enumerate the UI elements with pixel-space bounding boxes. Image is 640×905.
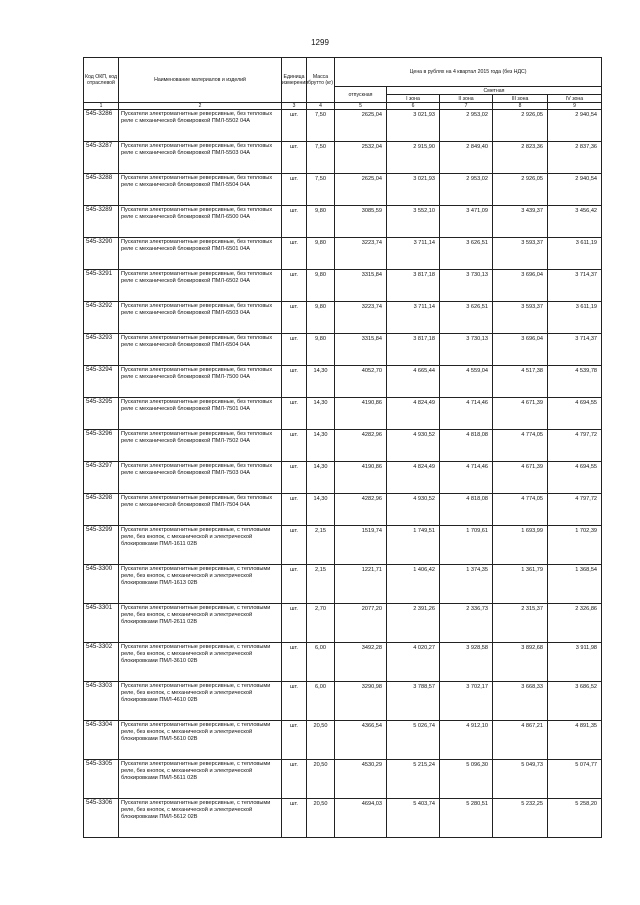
zone2-price: 3 730,13: [440, 270, 493, 302]
item-code: 545-3286: [84, 110, 119, 142]
release-price: 2625,04: [335, 110, 387, 142]
zone3-price: 2 926,05: [493, 174, 548, 206]
item-name: Пускатели электромагнитные реверсивные, без тепловых реле с механической блокировкой ПМЛ-5504 04А: [119, 174, 282, 206]
zone4-price: 4 797,72: [548, 494, 602, 526]
col-mass-header: Масса брутто (кг): [307, 58, 335, 103]
table-row: [84, 334, 602, 366]
release-price: 3290,98: [335, 682, 387, 721]
zone1-price: 4 020,27: [387, 643, 440, 682]
item-code: 545-3294: [84, 366, 119, 398]
zone3-price: 5 049,73: [493, 760, 548, 799]
release-price: 4282,96: [335, 430, 387, 462]
item-name: Пускатели электромагнитные реверсивные, с тепловыми реле, без кнопок, с механической и электрической блокировками ПМЛ-5612 02В: [119, 799, 282, 838]
zone1-price: 4 824,49: [387, 398, 440, 430]
item-mass: 20,50: [307, 799, 335, 838]
table-row: [84, 494, 602, 526]
zone3-price: 4 671,39: [493, 398, 548, 430]
table-row: [84, 366, 602, 398]
release-price: 2077,20: [335, 604, 387, 643]
zone1-price: 4 665,44: [387, 366, 440, 398]
zone2-price: 2 953,02: [440, 110, 493, 142]
item-unit: шт.: [282, 721, 307, 760]
item-code: 545-3302: [84, 643, 119, 682]
zone3-price: 4 867,21: [493, 721, 548, 760]
column-number: 7: [440, 103, 493, 110]
item-name: Пускатели электромагнитные реверсивные, с тепловыми реле, без кнопок, с механической и электрической блокировками ПМЛ-5611 02В: [119, 760, 282, 799]
release-price: 4530,29: [335, 760, 387, 799]
zone1-price: 3 711,14: [387, 302, 440, 334]
item-name: Пускатели электромагнитные реверсивные, без тепловых реле с механической блокировкой ПМЛ-6504 04А: [119, 334, 282, 366]
item-unit: шт.: [282, 334, 307, 366]
zone4-price: 3 456,42: [548, 206, 602, 238]
zone1-price: 2 391,26: [387, 604, 440, 643]
release-price: 4282,96: [335, 494, 387, 526]
zone4-price: 2 326,86: [548, 604, 602, 643]
zone1-price: 3 817,18: [387, 270, 440, 302]
zone3-price: 2 315,37: [493, 604, 548, 643]
zone4-price: 3 911,98: [548, 643, 602, 682]
col-name-header: Наименование материалов и изделий: [119, 58, 282, 103]
zone-header: I зона: [387, 95, 440, 103]
item-mass: 14,30: [307, 462, 335, 494]
item-mass: 9,80: [307, 270, 335, 302]
zone3-price: 3 696,04: [493, 334, 548, 366]
column-number: 5: [335, 103, 387, 110]
zone3-price: 5 232,25: [493, 799, 548, 838]
table-row: [84, 206, 602, 238]
item-unit: шт.: [282, 366, 307, 398]
zone4-price: 4 891,35: [548, 721, 602, 760]
table-body: [84, 110, 602, 838]
zone2-price: 3 702,17: [440, 682, 493, 721]
table-row: [84, 760, 602, 799]
zone1-price: 3 021,93: [387, 110, 440, 142]
item-name: Пускатели электромагнитные реверсивные, без тепловых реле с механической блокировкой ПМЛ-5503 04А: [119, 142, 282, 174]
zone3-price: 4 671,39: [493, 462, 548, 494]
column-number: 2: [119, 103, 282, 110]
item-name: Пускатели электромагнитные реверсивные, без тепловых реле с механической блокировкой ПМЛ-7502 04А: [119, 430, 282, 462]
release-price: 4190,86: [335, 462, 387, 494]
item-name: Пускатели электромагнитные реверсивные, без тепловых реле с механической блокировкой ПМЛ-7503 04А: [119, 462, 282, 494]
column-number: 1: [84, 103, 119, 110]
item-mass: 14,30: [307, 366, 335, 398]
zone2-price: 2 849,40: [440, 142, 493, 174]
zone3-price: 3 668,33: [493, 682, 548, 721]
item-mass: 7,50: [307, 142, 335, 174]
release-price: 4052,70: [335, 366, 387, 398]
zone4-price: 3 686,52: [548, 682, 602, 721]
zone1-price: 5 026,74: [387, 721, 440, 760]
item-code: 545-3301: [84, 604, 119, 643]
zone4-price: 4 797,72: [548, 430, 602, 462]
table-row: [84, 110, 602, 142]
item-name: Пускатели электромагнитные реверсивные, с тепловыми реле, без кнопок, с механической и электрической блокировками ПМЛ-3610 02В: [119, 643, 282, 682]
item-name: Пускатели электромагнитные реверсивные, без тепловых реле с механической блокировкой ПМЛ-7504 04А: [119, 494, 282, 526]
release-price: 3492,28: [335, 643, 387, 682]
zone2-price: 5 280,51: [440, 799, 493, 838]
zone4-price: 2 837,36: [548, 142, 602, 174]
item-unit: шт.: [282, 643, 307, 682]
item-code: 545-3293: [84, 334, 119, 366]
table-row: [84, 682, 602, 721]
col-code-header: Код ОКП, код отраслевой: [84, 58, 119, 103]
zone2-price: 1 709,61: [440, 526, 493, 565]
item-name: Пускатели электромагнитные реверсивные, без тепловых реле с механической блокировкой ПМЛ-6501 04А: [119, 238, 282, 270]
zone2-price: 4 714,46: [440, 462, 493, 494]
zone3-price: 3 696,04: [493, 270, 548, 302]
release-price: 1221,71: [335, 565, 387, 604]
item-code: 545-3299: [84, 526, 119, 565]
item-unit: шт.: [282, 302, 307, 334]
table-row: [84, 799, 602, 838]
item-unit: шт.: [282, 760, 307, 799]
zone1-price: 1 749,51: [387, 526, 440, 565]
item-code: 545-3291: [84, 270, 119, 302]
zone3-price: 3 892,68: [493, 643, 548, 682]
zone1-price: 5 403,74: [387, 799, 440, 838]
table-row: [84, 565, 602, 604]
item-mass: 2,15: [307, 565, 335, 604]
table-row: [84, 721, 602, 760]
zone4-price: 4 694,55: [548, 398, 602, 430]
item-name: Пускатели электромагнитные реверсивные, с тепловыми реле, без кнопок, с механической и электрической блокировками ПМЛ-1613 02В: [119, 565, 282, 604]
item-unit: шт.: [282, 430, 307, 462]
item-unit: шт.: [282, 206, 307, 238]
zone3-price: 4 517,38: [493, 366, 548, 398]
item-mass: 2,15: [307, 526, 335, 565]
item-mass: 2,70: [307, 604, 335, 643]
zone4-price: 1 368,54: [548, 565, 602, 604]
item-mass: 14,30: [307, 398, 335, 430]
col-release-header: отпускная: [335, 87, 387, 103]
table-row: [84, 462, 602, 494]
item-unit: шт.: [282, 110, 307, 142]
zone1-price: 3 817,18: [387, 334, 440, 366]
item-code: 545-3287: [84, 142, 119, 174]
item-unit: шт.: [282, 799, 307, 838]
release-price: 4190,86: [335, 398, 387, 430]
item-mass: 7,50: [307, 110, 335, 142]
item-code: 545-3289: [84, 206, 119, 238]
zone4-price: 3 611,19: [548, 302, 602, 334]
item-mass: 7,50: [307, 174, 335, 206]
item-unit: шт.: [282, 565, 307, 604]
zone-header: II зона: [440, 95, 493, 103]
zone4-price: 2 940,54: [548, 110, 602, 142]
zone1-price: 3 788,57: [387, 682, 440, 721]
item-unit: шт.: [282, 174, 307, 206]
zone2-price: 4 559,04: [440, 366, 493, 398]
item-code: 545-3306: [84, 799, 119, 838]
release-price: 4694,03: [335, 799, 387, 838]
zone4-price: 5 258,20: [548, 799, 602, 838]
zone1-price: 2 915,90: [387, 142, 440, 174]
item-code: 545-3292: [84, 302, 119, 334]
item-unit: шт.: [282, 462, 307, 494]
zone2-price: 4 714,46: [440, 398, 493, 430]
item-mass: 14,30: [307, 430, 335, 462]
zone4-price: 4 694,55: [548, 462, 602, 494]
zone3-price: 2 823,36: [493, 142, 548, 174]
column-number: 3: [282, 103, 307, 110]
item-unit: шт.: [282, 238, 307, 270]
zone1-price: 3 021,93: [387, 174, 440, 206]
item-code: 545-3305: [84, 760, 119, 799]
zone4-price: 4 539,78: [548, 366, 602, 398]
zone2-price: 2 336,73: [440, 604, 493, 643]
zone1-price: 4 930,52: [387, 494, 440, 526]
zone2-price: 3 471,09: [440, 206, 493, 238]
item-mass: 9,80: [307, 238, 335, 270]
column-number: 8: [493, 103, 548, 110]
table-row: [84, 398, 602, 430]
release-price: 2625,04: [335, 174, 387, 206]
zone2-price: 3 626,51: [440, 238, 493, 270]
item-unit: шт.: [282, 398, 307, 430]
item-mass: 6,00: [307, 643, 335, 682]
item-mass: 9,80: [307, 334, 335, 366]
zone1-price: 1 406,42: [387, 565, 440, 604]
item-code: 545-3303: [84, 682, 119, 721]
release-price: 4366,54: [335, 721, 387, 760]
column-number: 4: [307, 103, 335, 110]
table-row: [84, 643, 602, 682]
zone3-price: 3 593,37: [493, 238, 548, 270]
zone4-price: 3 714,37: [548, 270, 602, 302]
release-price: 3223,74: [335, 302, 387, 334]
item-mass: 14,30: [307, 494, 335, 526]
item-mass: 20,50: [307, 721, 335, 760]
item-unit: шт.: [282, 494, 307, 526]
zone4-price: 1 702,39: [548, 526, 602, 565]
col-unit-header: Единица измерения: [282, 58, 307, 103]
item-code: 545-3296: [84, 430, 119, 462]
item-name: Пускатели электромагнитные реверсивные, без тепловых реле с механической блокировкой ПМЛ-5502 04А: [119, 110, 282, 142]
zone2-price: 5 096,30: [440, 760, 493, 799]
item-name: Пускатели электромагнитные реверсивные, без тепловых реле с механической блокировкой ПМЛ-7500 04А: [119, 366, 282, 398]
zone4-price: 3 714,37: [548, 334, 602, 366]
zone3-price: 3 593,37: [493, 302, 548, 334]
zone1-price: 3 711,14: [387, 238, 440, 270]
item-code: 545-3304: [84, 721, 119, 760]
zone4-price: 2 940,54: [548, 174, 602, 206]
zone2-price: 3 730,13: [440, 334, 493, 366]
zone3-price: 4 774,05: [493, 430, 548, 462]
page-number: 1299: [311, 38, 329, 47]
release-price: 1519,74: [335, 526, 387, 565]
zone1-price: 5 215,24: [387, 760, 440, 799]
zone2-price: 1 374,35: [440, 565, 493, 604]
release-price: 3315,84: [335, 334, 387, 366]
item-name: Пускатели электромагнитные реверсивные, с тепловыми реле, без кнопок, с механической и электрической блокировками ПМЛ-4610 02В: [119, 682, 282, 721]
table-row: [84, 142, 602, 174]
table-row: [84, 270, 602, 302]
zone3-price: 4 774,05: [493, 494, 548, 526]
item-mass: 6,00: [307, 682, 335, 721]
release-price: 2532,04: [335, 142, 387, 174]
column-number: 9: [548, 103, 602, 110]
zone4-price: 5 074,77: [548, 760, 602, 799]
item-unit: шт.: [282, 682, 307, 721]
col-estimate-header: Сметная: [387, 87, 602, 95]
item-name: Пускатели электромагнитные реверсивные, без тепловых реле с механической блокировкой ПМЛ-6502 04А: [119, 270, 282, 302]
zone2-price: 2 953,02: [440, 174, 493, 206]
zone1-price: 4 930,52: [387, 430, 440, 462]
item-unit: шт.: [282, 270, 307, 302]
table-row: [84, 238, 602, 270]
item-name: Пускатели электромагнитные реверсивные, без тепловых реле с механической блокировкой ПМЛ-6503 04А: [119, 302, 282, 334]
zone3-price: 2 926,05: [493, 110, 548, 142]
table-row: [84, 526, 602, 565]
item-code: 545-3300: [84, 565, 119, 604]
zone3-price: 3 439,37: [493, 206, 548, 238]
zone2-price: 3 928,58: [440, 643, 493, 682]
item-unit: шт.: [282, 604, 307, 643]
item-name: Пускатели электромагнитные реверсивные, с тепловыми реле, без кнопок, с механической и электрической блокировками ПМЛ-5610 02В: [119, 721, 282, 760]
item-name: Пускатели электромагнитные реверсивные, без тепловых реле с механической блокировкой ПМЛ-7501 04А: [119, 398, 282, 430]
release-price: 3223,74: [335, 238, 387, 270]
price-table: [83, 57, 602, 838]
item-code: 545-3288: [84, 174, 119, 206]
table-row: [84, 604, 602, 643]
item-mass: 9,80: [307, 206, 335, 238]
zone3-price: 1 693,99: [493, 526, 548, 565]
table-row: [84, 302, 602, 334]
item-code: 545-3298: [84, 494, 119, 526]
col-price-header: Цена в рублях на 4 квартал 2015 года (без НДС): [335, 58, 602, 87]
table-row: [84, 174, 602, 206]
zone3-price: 1 361,79: [493, 565, 548, 604]
item-unit: шт.: [282, 142, 307, 174]
zone2-price: 4 818,08: [440, 430, 493, 462]
table-row: [84, 430, 602, 462]
zone2-price: 4 818,08: [440, 494, 493, 526]
zone1-price: 4 824,49: [387, 462, 440, 494]
zone-header: IV зона: [548, 95, 602, 103]
zone2-price: 4 912,10: [440, 721, 493, 760]
item-code: 545-3297: [84, 462, 119, 494]
zone2-price: 3 626,51: [440, 302, 493, 334]
zone-header: III зона: [493, 95, 548, 103]
item-mass: 20,50: [307, 760, 335, 799]
item-name: Пускатели электромагнитные реверсивные, без тепловых реле с механической блокировкой ПМЛ-6500 04А: [119, 206, 282, 238]
item-code: 545-3295: [84, 398, 119, 430]
item-unit: шт.: [282, 526, 307, 565]
item-name: Пускатели электромагнитные реверсивные, с тепловыми реле, без кнопок, с механической и электрической блокировками ПМЛ-1611 02В: [119, 526, 282, 565]
item-mass: 9,80: [307, 302, 335, 334]
zone1-price: 3 552,10: [387, 206, 440, 238]
item-code: 545-3290: [84, 238, 119, 270]
column-number-row: [84, 103, 602, 110]
release-price: 3315,84: [335, 270, 387, 302]
release-price: 3085,59: [335, 206, 387, 238]
zone4-price: 3 611,19: [548, 238, 602, 270]
item-name: Пускатели электромагнитные реверсивные, с тепловыми реле, без кнопок, с механической и электрической блокировками ПМЛ-2611 02В: [119, 604, 282, 643]
column-number: 6: [387, 103, 440, 110]
